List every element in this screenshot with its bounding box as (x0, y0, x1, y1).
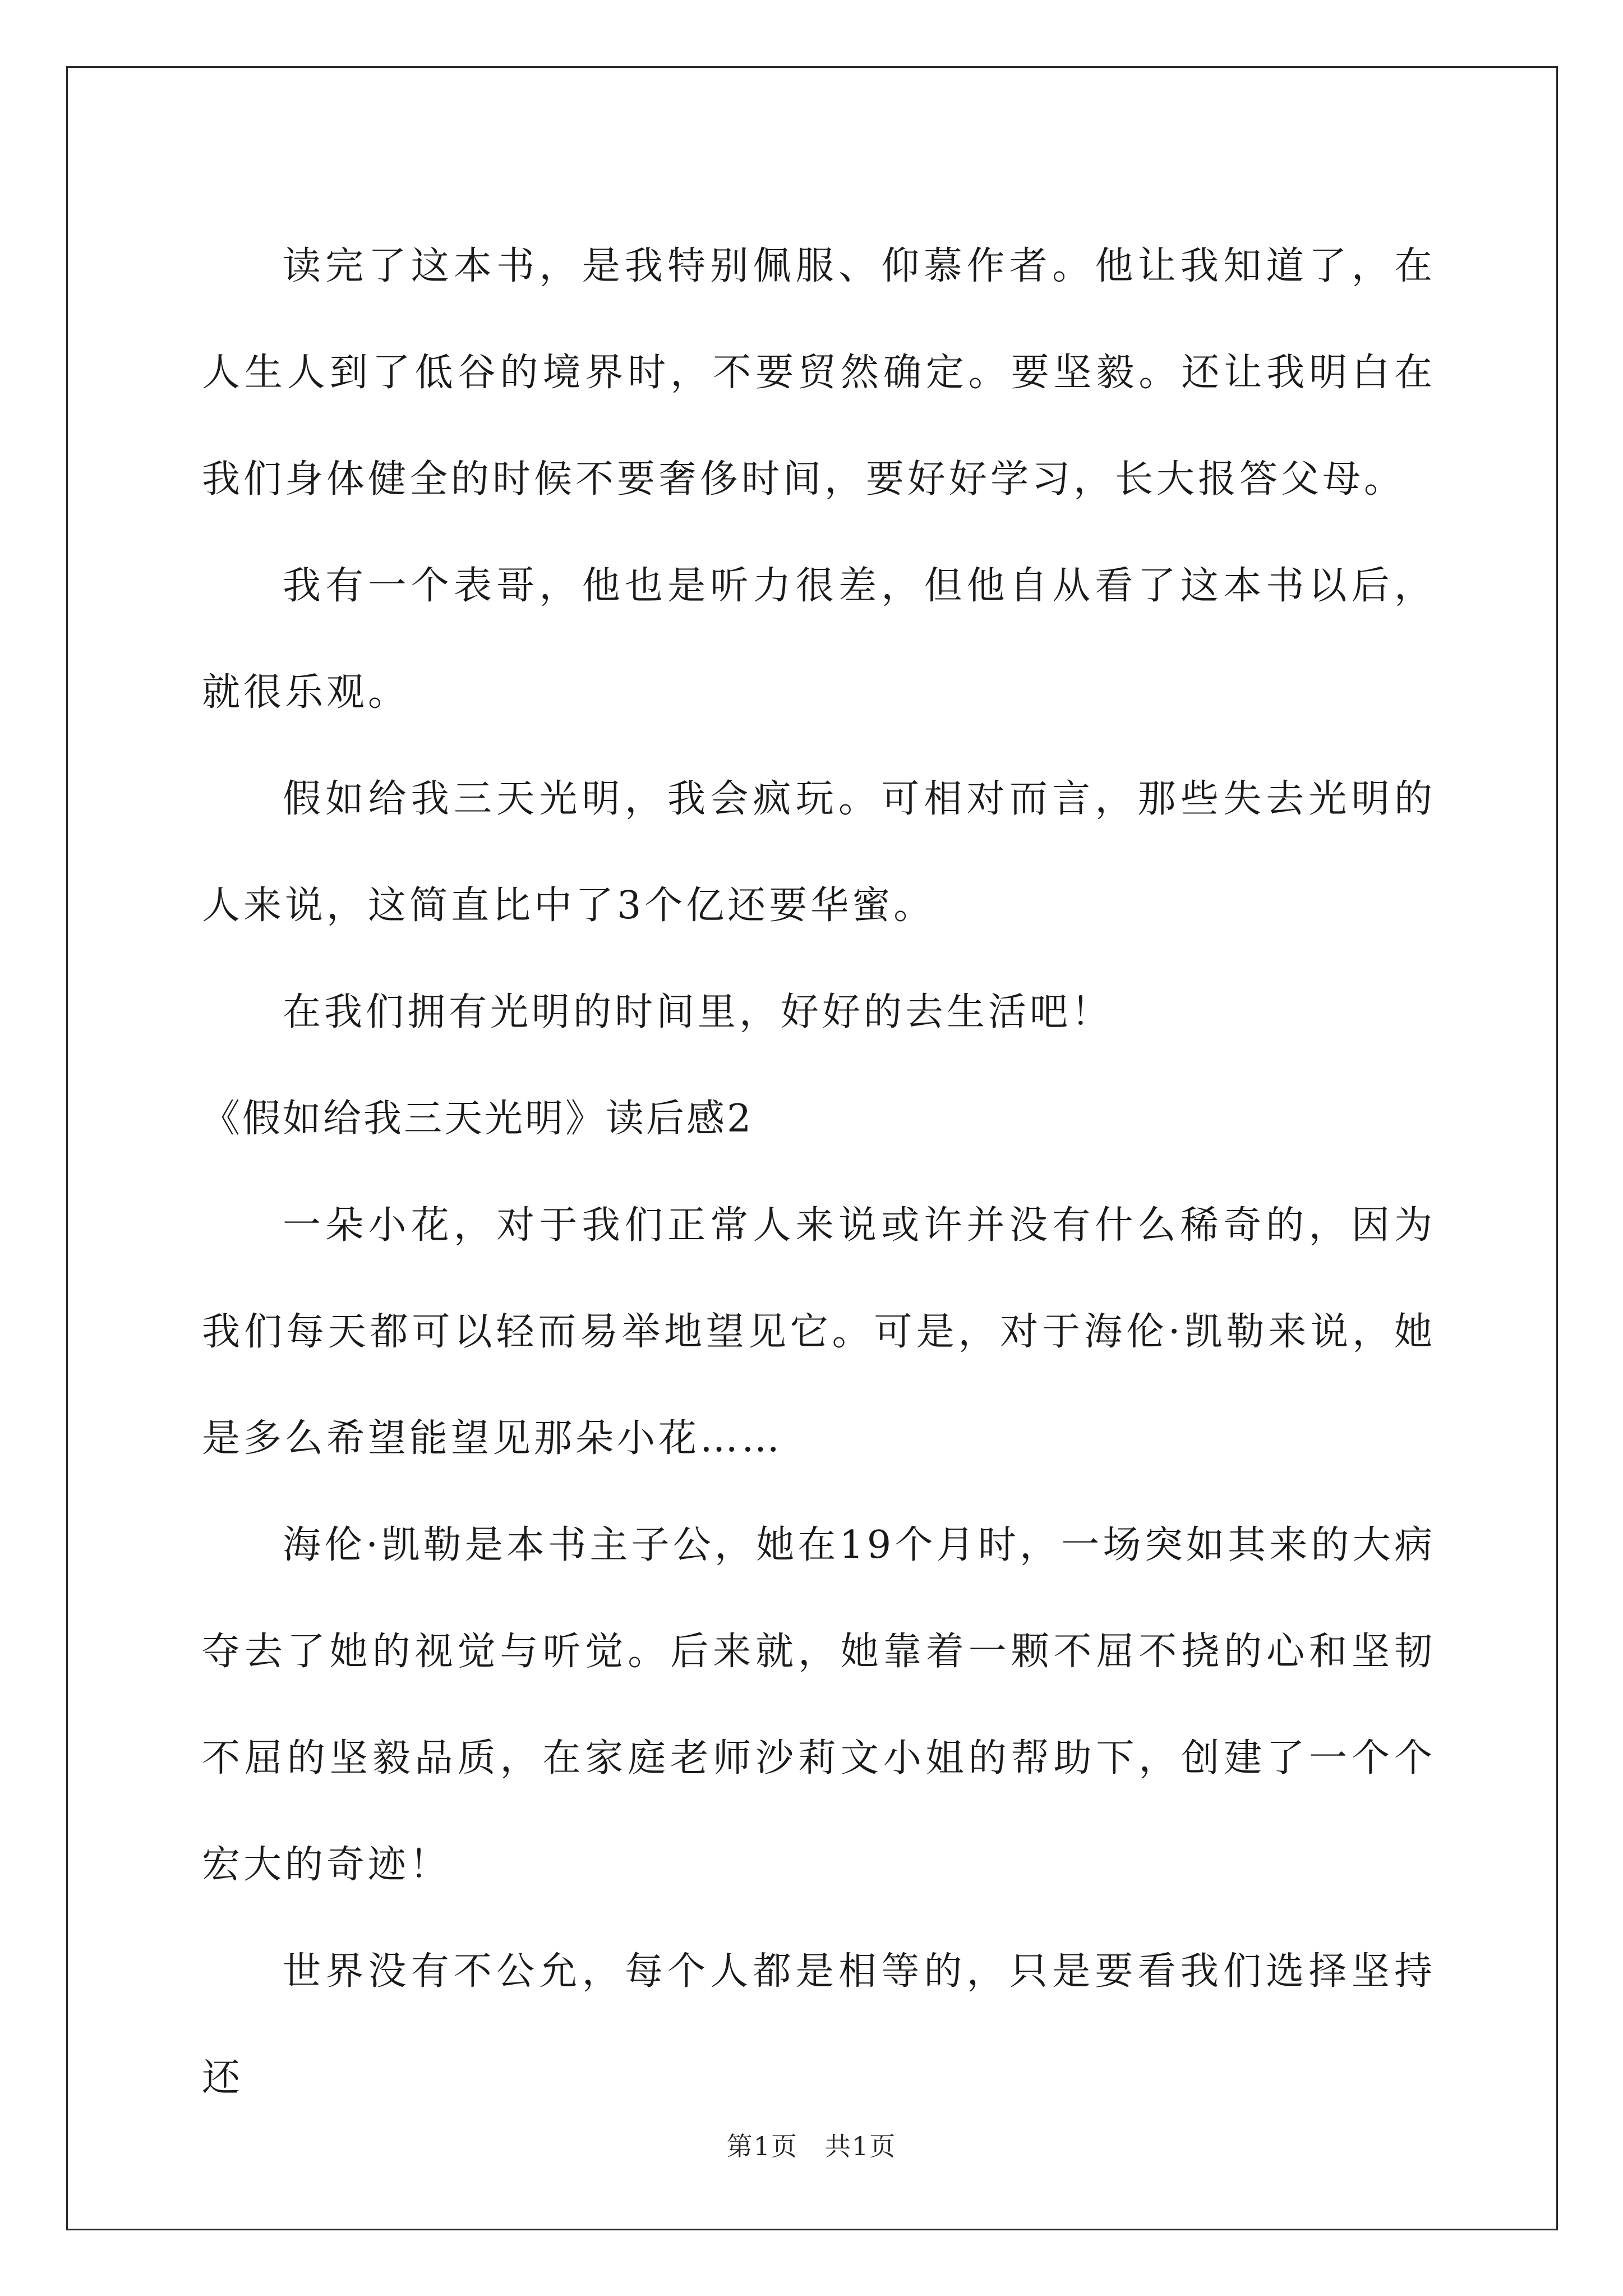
paragraph: 一朵小花，对于我们正常人来说或许并没有什么稀奇的，因为我们每天都可以轻而易举地望见它。可是，对于海伦·凯勒来说，她是多么希望能望见那朵小花…… (202, 1203, 1436, 1461)
document-body (202, 213, 1436, 2132)
section-heading: 《假如给我三天光明》读后感2 (202, 1097, 754, 1141)
paragraph: 海伦·凯勒是本书主子公，她在19个月时，一场突如其来的大病夺去了她的视觉与听觉。后来就，她靠着一颗不屈不挠的心和坚韧不屈的坚毅品质，在家庭老师沙莉文小姐的帮助下，创建了一个个宏大的奇迹！ (202, 1523, 1436, 1887)
paragraph: 我有一个表哥，他也是听力很差，但他自从看了这本书以后，就很乐观。 (202, 564, 1436, 715)
paragraph: 假如给我三天光明，我会疯玩。可相对而言，那些失去光明的人来说，这简直比中了3个亿还要华蜜。 (202, 777, 1436, 928)
paragraph: 世界没有不公允，每个人都是相等的，只是要看我们选择坚持还 (202, 1949, 1436, 2100)
paragraph: 读完了这本书，是我特别佩服、仰慕作者。他让我知道了，在人生人到了低谷的境界时，不要贸然确定。要坚毅。还让我明白在我们身体健全的时候不要奢侈时间，要好好学习，长大报答父母。 (202, 244, 1436, 501)
page-number-footer: 第1页 共1页 (726, 2131, 897, 2161)
paragraph: 在我们拥有光明的时间里，好好的去生活吧！ (283, 990, 1113, 1034)
